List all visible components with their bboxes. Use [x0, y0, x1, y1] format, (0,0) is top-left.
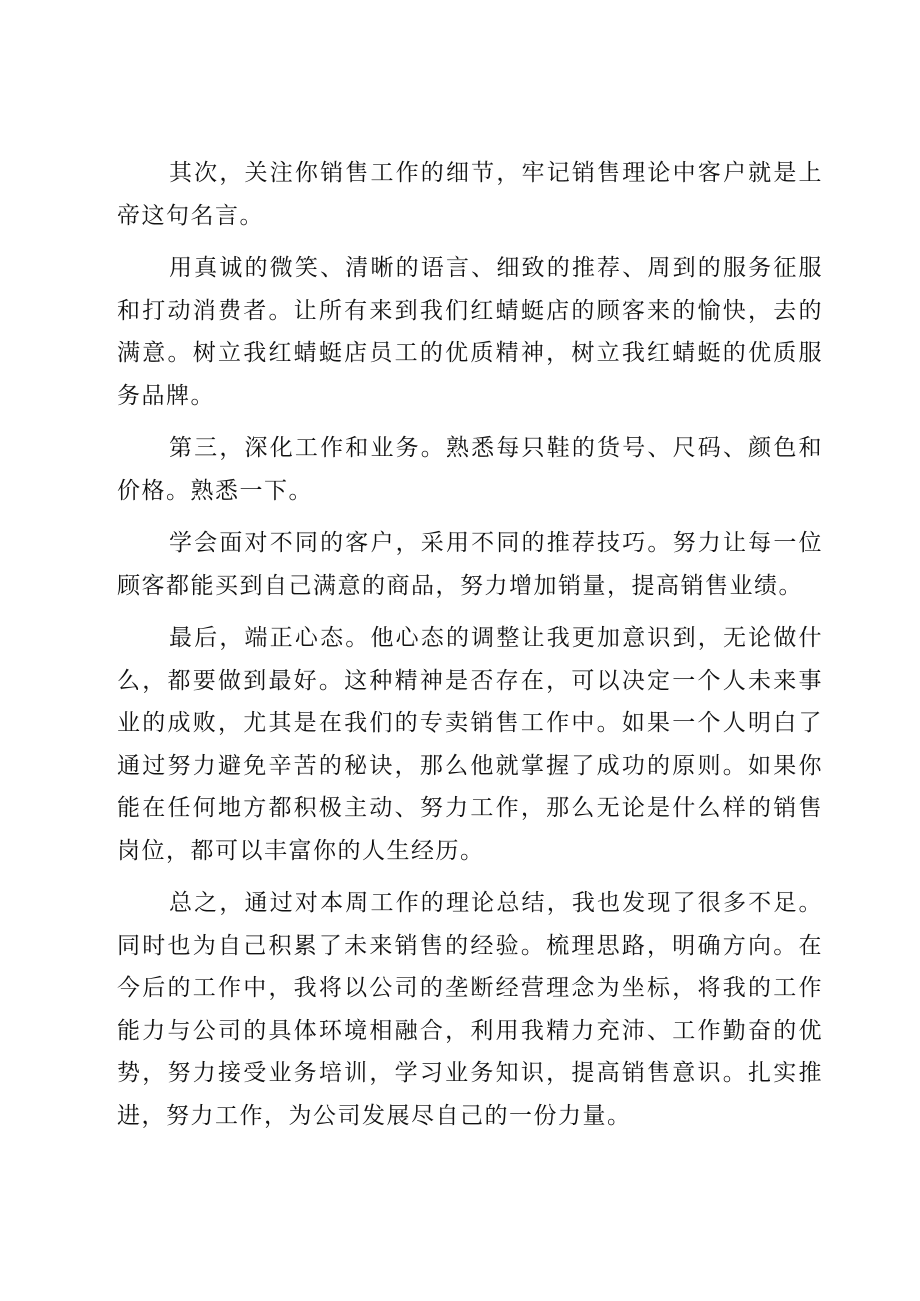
document-body	[117, 152, 823, 1137]
paragraph-details: 其次，关注你销售工作的细节，牢记销售理论中客户就是上帝这句名言。	[117, 160, 823, 229]
paragraph-summary: 总之，通过对本周工作的理论总结，我也发现了很多不足。同时也为自己积累了未来销售的经验。梳理思路，明确方向。在今后的工作中，我将以公司的垄断经营理念为坐标，将我的工作能力与公司的具体环境相融合，利用我精力充沛、工作勤奋的优势，努力接受业务培训，学习业务知识，提高销售意识。扎实推进，努力工作，为公司发展尽自己的一份力量。	[117, 890, 823, 1129]
paragraph-business: 第三，深化工作和业务。熟悉每只鞋的货号、尺码、颜色和价格。熟悉一下。	[117, 435, 823, 504]
paragraph-customers: 学会面对不同的客户，采用不同的推荐技巧。努力让每一位顾客都能买到自己满意的商品，努力增加销量，提高销售业绩。	[117, 530, 823, 599]
paragraph-service: 用真诚的微笑、清晰的语言、细致的推荐、周到的服务征服和打动消费者。让所有来到我们红蜻蜓店的顾客来的愉快，去的满意。树立我红蜻蜓店员工的优质精神，树立我红蜻蜓的优质服务品牌。	[117, 255, 823, 409]
paragraph-mindset: 最后，端正心态。他心态的调整让我更加意识到，无论做什么，都要做到最好。这种精神是否存在，可以决定一个人未来事业的成败，尤其是在我们的专卖销售工作中。如果一个人明白了通过努力避免辛苦的秘诀，那么他就掌握了成功的原则。如果你能在任何地方都积极主动、努力工作，那么无论是什么样的销售岗位，都可以丰富你的人生经历。	[117, 625, 823, 864]
